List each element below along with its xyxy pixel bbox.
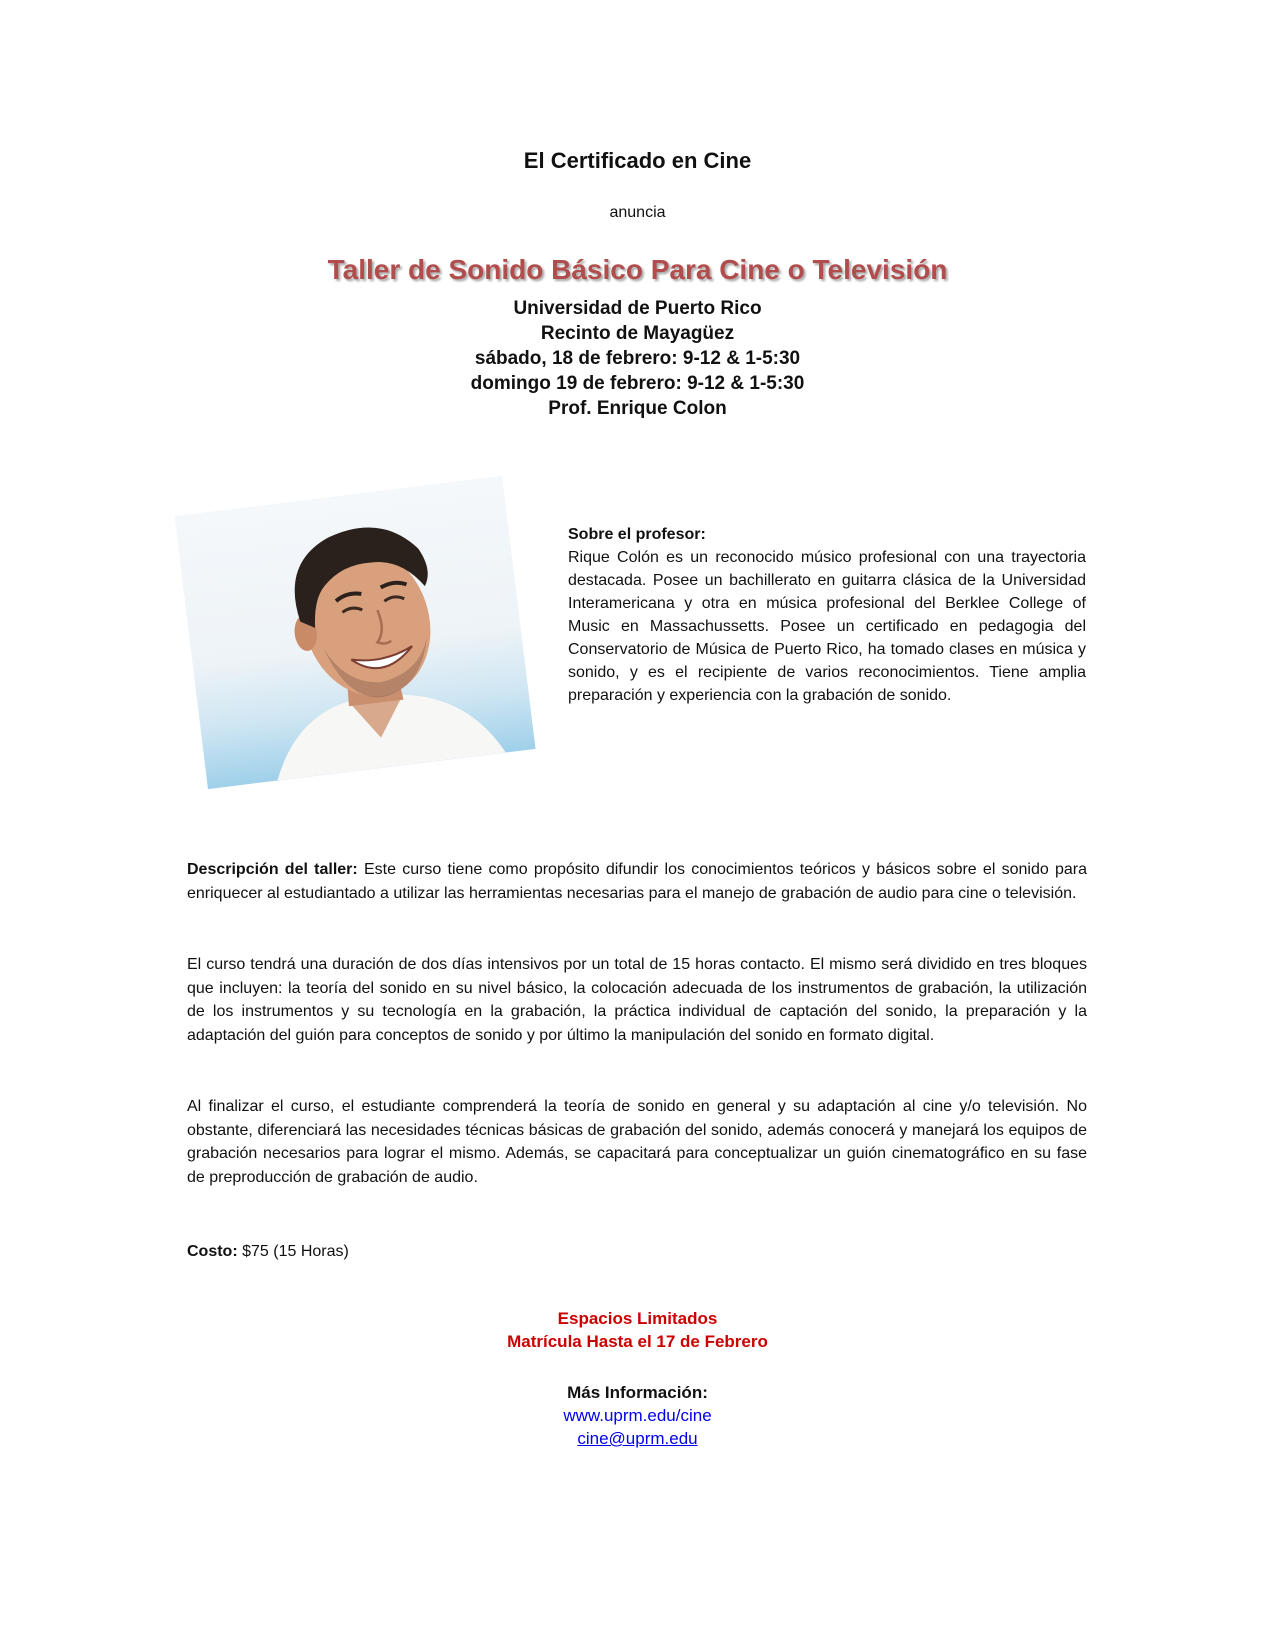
limited-spaces-notice: Espacios Limitados (557, 1309, 718, 1328)
org-title: El Certificado en Cine (523, 148, 752, 173)
cost-value: $75 (15 Horas) (237, 1243, 349, 1260)
professor-portrait-icon (174, 476, 535, 789)
description-paragraph-3: Al finalizar el curso, el estudiante comprenderá la teoría de sonido en general y su adaptación al cine y/o televisión. No obstante, diferenciará las necesidades técnicas básicas de grabación del sonido, además conocerá y manejará los equipos de grabación necesarios para lograr el mismo. Además, se capacitará para conceptualizar un guión cinematográfico en su fase de preproducción de grabación de audio. (187, 1098, 1087, 1186)
workshop-details (0, 296, 1275, 421)
description-paragraph-2: El curso tendrá una duración de dos días intensivos por un total de 15 horas contacto. El mismo será dividido en tres bloques que incluyen: la teoría del sonido en su nivel básico, la colocación adecuada de los instrumentos de grabación, la utilización de los instrumentos y su tecnología en la grabación, la práctica individual de captación del sonido, la preparación y la adaptación del guión para conceptos de sonido y por último la manipulación del sonido en formato digital. (187, 956, 1087, 1044)
email-link[interactable]: cine@uprm.edu (577, 1429, 698, 1448)
enrollment-deadline-notice: Matrícula Hasta el 17 de Febrero (507, 1332, 768, 1351)
more-info-heading: Más Información: (567, 1383, 708, 1402)
detail-sunday: domingo 19 de febrero: 9-12 & 1-5:30 (470, 373, 805, 394)
description-label: Descripción del taller: (187, 861, 358, 878)
announces-text: anuncia (609, 204, 666, 221)
cost-line (187, 1240, 1087, 1264)
cost-label: Costo: (187, 1243, 238, 1260)
description-text: Este curso tiene como propósito difundir los conocimientos teóricos y básicos sobre el sonido para enriquecer al estudiantado a utilizar las herramientas necesarias para el manejo de grabación de audio para cine o televisión. (187, 861, 1087, 902)
workshop-title: Taller de Sonido Básico Para Cine o Televisión (327, 254, 948, 285)
about-professor-text: Rique Colón es un reconocido músico profesional con una trayectoria destacada. Posee un bachillerato en guitarra clásica de la Universidad Interamericana y otra en música profesional del Berklee College of Music en Massachussetts. Posee un certificado en pedagogia del Conservatorio de Música de Puerto Rico, ha tomado clases en música y sonido, y es el recipiente de varios reconocimientos. Tiene amplia preparación y experiencia con la grabación de sonido. (568, 549, 1086, 704)
about-professor (568, 523, 1086, 707)
workshop-description (187, 858, 1087, 905)
professor-photo (174, 476, 535, 789)
enrollment-notice (0, 1307, 1275, 1353)
detail-university: Universidad de Puerto Rico (513, 298, 762, 319)
more-info (0, 1381, 1275, 1450)
detail-campus: Recinto de Mayagüez (540, 323, 735, 344)
website-link[interactable]: www.uprm.edu/cine (563, 1406, 712, 1425)
detail-professor: Prof. Enrique Colon (548, 398, 727, 419)
detail-saturday: sábado, 18 de febrero: 9-12 & 1-5:30 (474, 348, 801, 369)
about-professor-heading: Sobre el profesor: (568, 526, 706, 543)
